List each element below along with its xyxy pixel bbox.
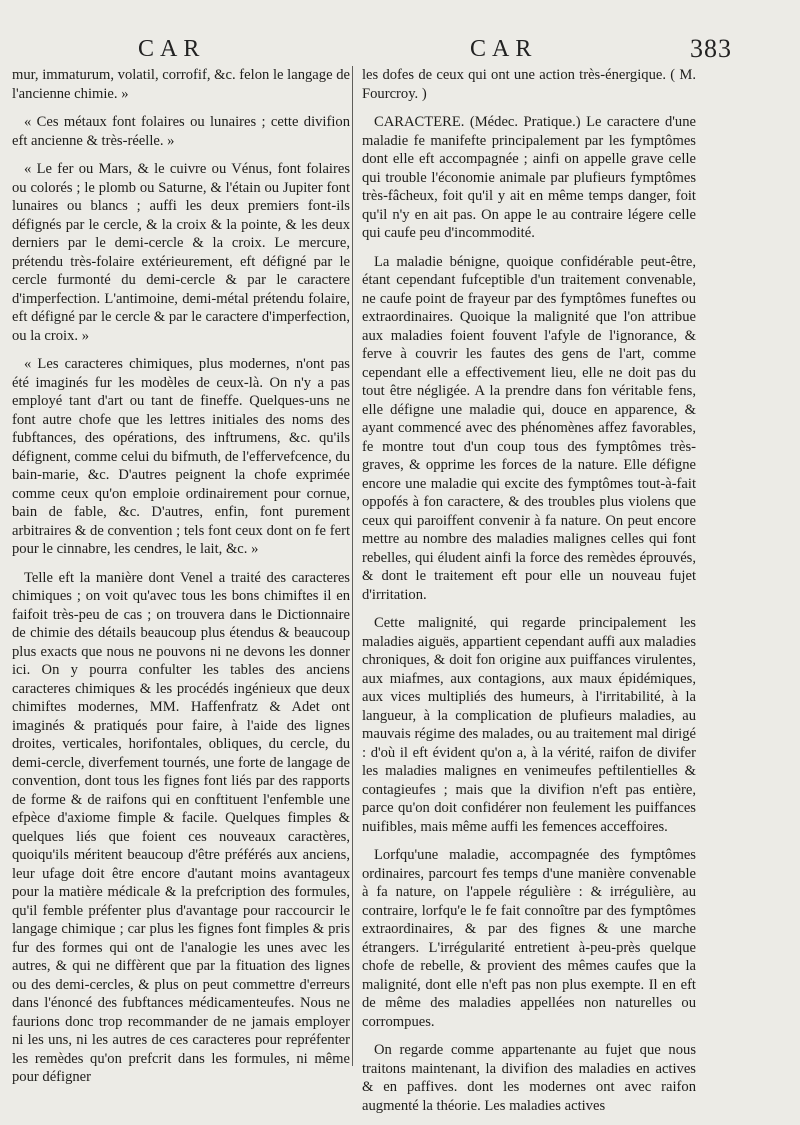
left-paragraph-3: « Le fer ou Mars, & le cuivre ou Vénus, font folaires ou colorés ; le plomb ou Saturne, & l'étain ou Jupiter font lunaires ou blancs ; auffi les deux premiers font-ils défignés par le cercle, & la croix & la pointe, & les deux derniers par le demi-cercle & la croix. Le mercure, prétendu très-folaire extérieurement, eft défigné par le cercle furmonté du demi-cercle & par le caractere d'imperfection. L'antimoine, demi-métal prétendu folaire, eft défigné par le cercle & par le caractere d'imperfection, ou la croix. » [12, 161, 350, 344]
entry-caractere: CARACTERE. (Médec. Pratique.) Le caractere d'une maladie fe manifefte principalement par les fymptômes dont elle eft accompagnée ; ainfi on appelle grave celle qui trouble l'économie animale par plufieurs fymptômes très-fâcheux, foit qu'il y ait en même temps danger, foit qu'il n'y en ait pas. On appe le au contraire légere celle qui caufe peu d'incommodité. [362, 114, 696, 241]
right-paragraph-6: On regarde comme appartenante au fujet que nous traitons maintenant, la divifion des maladies en actives & en paffives. dont les modernes ont avec raifon augmenté la théorie. Les maladies actives [362, 1042, 696, 1114]
left-paragraph-1: mur, immaturum, volatil, corrofif, &c. felon le langage de l'ancienne chimie. » [12, 67, 350, 102]
right-paragraph-5: Lorfqu'une maladie, accompagnée des fymptômes ordinaires, parcourt fes temps d'une manière convenable à fa nature, on l'appele régulière : & irrégulière, au contraire, lorfqu'e le fe fait connoître par des fymptômes extraordinaires, & par des fignes & une marche étrangers. L'irrégularité entretient à-peu-près quelque chofe de rebelle, & provient des mêmes caufes que la malignité, dont elle n'eft pas non plus exempte. Il en eft de même des maladies appellées non naturelles ou corrompues. [362, 847, 696, 1030]
column-divider [352, 66, 353, 1066]
left-paragraph-2: « Ces métaux font folaires ou lunaires ; cette divifion eft ancienne & très-réelle. » [12, 114, 350, 149]
page-number: 383 [690, 34, 732, 63]
right-paragraph-4: Cette malignité, qui regarde principalement les maladies aiguës, appartient cependant auffi aux maladies chroniques, & doit fon origine aux puiffances virulentes, aux miafmes, aux contagions, aux maux épidémiques, aux vices multipliés des humeurs, à l'irritabilité, à la langueur, à la complication de plufieurs maladies, au mauvais régime des malades, ou au traitement mal dirigé : d'où il eft évident qu'on a, à la vérité, raifon de divifer les maladies malignes en venimeufes peftilentielles & contagieufes ; mais que la divifion n'eft pas entière, parce qu'on doit confidérer non feulement les puiffances nuifibles, mais même auffi les femences acceffoires. [362, 615, 696, 835]
left-column [12, 66, 350, 1097]
right-column [362, 66, 696, 1125]
right-paragraph-1: les dofes de ceux qui ont une action très-énergique. ( M. Fourcroy. ) [362, 67, 696, 102]
right-paragraph-3: La maladie bénigne, quoique confidérable peut-être, étant cependant fufceptible d'un traitement convenable, ne caufe point de frayeur par des fymptômes funeftes ou extraordinaires. Quoique la malignité que l'on attribue aux maladies foient fouvent l'afyle de l'ignorance, & ferve à couvrir les fautes des gens de l'art, comme cependant elle a effectivement lieu, elle ne doit pas du tout être négligée. A la prendre dans fon véritable fens, elle défigne une maladie qui, douce en apparence, & ayant commencé avec des phénomènes affez favorables, fe montre tout d'un coup tous des fymptômes très-graves, & opprime les forces de la nature. Elle défigne encore une maladie qui excite des fymptômes tout-à-fait oppofés à fon caractere, & des troubles plus violens que ceux qui paroiffent convenir à fa nature. On peut encore mettre au nombre des maladies malignes celles qui font rebelles, qui éludent ainfi la force des remèdes éprouvés, & dont le traitement eft pour elle un nouveau fujet d'irritation. [362, 253, 696, 603]
running-head-left: CAR [138, 36, 206, 62]
left-paragraph-5: Telle eft la manière dont Venel a traité des caracteres chimiques ; on voit qu'avec tous les bons chimiftes il en faifoit très-peu de cas ; on trouvera dans le Dictionnaire de chimie des détails beaucoup plus étendus & beaucoup plus exacts que nous ne pouvons ni ne devons les donner ici. On y pourra confulter les tables des anciens caracteres chimiques & les procédés ingénieux que deux chimiftes modernes, MM. Haffenfratz & Adet ont imaginés & pratiqués pour faire, à l'aide des lignes droites, verticales, horifontales, obliques, du cercle, du demi-cercle, diverfement tournés, une forte de langage de convention, dont tous les fignes font liés par des rapports de forme & de raifons qui en conftituent l'enfemble une efpèce d'axiome fimple & facile. Quelques fimples & quelques liés que foient ces nouveaux caractères, quoiqu'ils méritent beaucoup d'être préférés aux anciens, leur ufage doit être encore d'autant moins avantageux pour la matière médicale & la prefcription des formules, qu'il femble préfenter plus d'avantage pour raccourcir le langage chimique ; car plus les fignes font fimples & pris fur des formes qui ont de l'analogie les unes avec les autres, & qui ne diffèrent que par la fituation des lignes ou des demi-cercles, & plus on peut commettre d'erreurs dans l'énoncé des fubftances médicamenteufes. Nous ne faurions donc trop recommander de ne jamais employer ni les uns, ni les autres de ces caracteres pour repréfenter les remèdes qu'on prefcrit dans les formules, ni même pour défigner [12, 569, 350, 1085]
running-head-right: CAR [470, 36, 538, 62]
left-paragraph-4: « Les caracteres chimiques, plus modernes, n'ont pas été imaginés fur les modèles de ceux-là. On n'y a pas employé tant d'art ou tant de fineffe. Quelques-uns ne font autre chofe que les lettres initiales des noms des fubftances, des opérations, des inftrumens, &c. qu'ils défignent, comme celui du bifmuth, de l'effervefcence, du bain-marie, &c. D'autres peignent la chofe exprimée comme ceux qu'on emploie ordinairement pour cornue, bain de fable, &c. D'autres, enfin, font purement arbitraires & de convention ; tels font ceux dont on fe fert pour le cinnabre, les cendres, le lait, &c. » [12, 356, 350, 557]
